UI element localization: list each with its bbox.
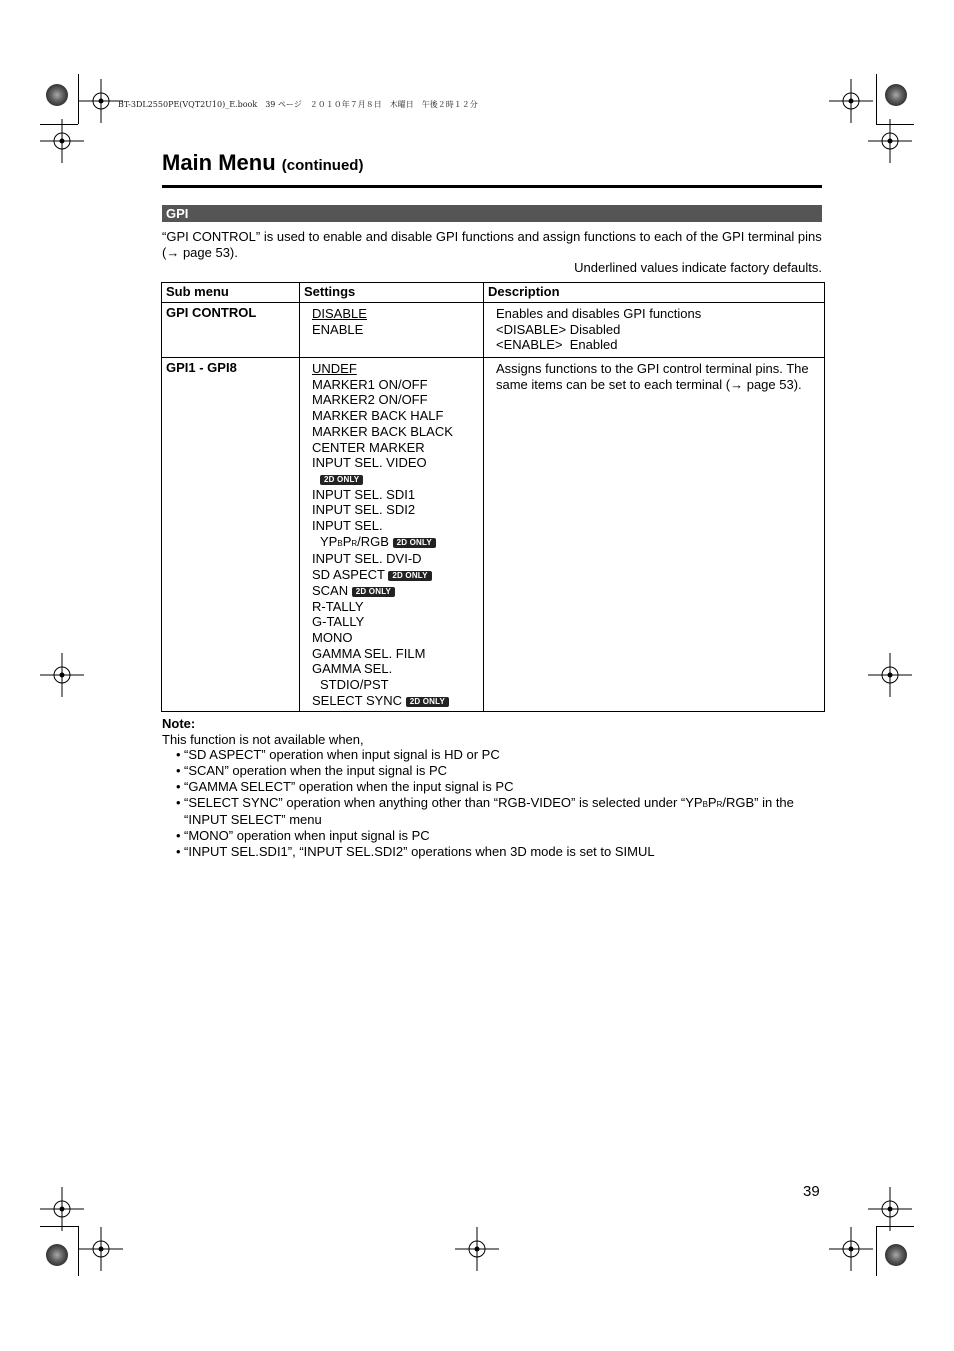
setting-item: MARKER2 ON/OFF — [312, 392, 428, 408]
page-title-continued: (continued) — [281, 157, 364, 174]
setting-item: STDIO/PST — [320, 677, 389, 693]
crosshair-mark-icon — [79, 1227, 123, 1271]
crosshair-mark-icon — [868, 119, 912, 163]
setting-item-with-badge — [312, 693, 471, 709]
trim-line — [40, 1226, 78, 1227]
subscript: B — [702, 799, 708, 809]
trim-line — [78, 1226, 79, 1276]
color-disc-mark-icon — [46, 1244, 68, 1266]
setting-item: GAMMA SEL. FILM — [312, 645, 426, 661]
intro-text: “GPI CONTROL” is used to enable and disable GPI functions and assign functions to each of the GPI terminal pins (→ page 53). — [162, 229, 822, 260]
2d-only-badge: 2D ONLY — [320, 475, 363, 485]
note-item: • “INPUT SEL.SDI1”, “INPUT SEL.SDI2” operations when 3D mode is set to SIMUL — [176, 844, 822, 860]
setting-item: R-TALLY — [312, 598, 364, 614]
table-row — [162, 303, 825, 358]
description-cell: Assigns functions to the GPI control terminal pins. The same items can be set to each terminal (→ page 53). — [484, 358, 825, 712]
2d-only-badge: 2D ONLY — [352, 587, 395, 597]
note-item: • “GAMMA SELECT” operation when the input signal is PC — [176, 779, 822, 795]
crosshair-mark-icon — [40, 1187, 84, 1231]
text-fragment: P — [707, 794, 717, 810]
note-block — [162, 716, 822, 859]
setting-item: MONO — [312, 629, 353, 645]
setting-default: UNDEF — [312, 361, 357, 376]
setting-label: SD ASPECT — [312, 567, 385, 583]
gpi-menu-table — [161, 282, 825, 712]
setting-item: CENTER MARKER — [312, 439, 425, 455]
description-line: <DISABLE> Disabled — [496, 321, 621, 337]
setting-badge-line — [312, 471, 471, 487]
text-fragment: “SELECT SYNC” operation when anything other than “RGB-VIDEO” is selected under “YP — [184, 794, 703, 810]
setting-label: SELECT SYNC — [312, 692, 403, 708]
trim-line — [876, 1226, 914, 1227]
subscript: R — [351, 538, 358, 548]
note-lead: This function is not available when, — [162, 731, 364, 747]
section-heading: GPI — [162, 205, 822, 222]
setting-item: INPUT SEL. — [312, 518, 383, 534]
defaults-note: Underlined values indicate factory defaults. — [574, 260, 822, 275]
note-item: • “MONO” operation when input signal is PC — [176, 828, 822, 844]
trim-line — [40, 124, 78, 125]
table-row — [162, 358, 825, 712]
settings-cell — [300, 358, 484, 712]
note-item: • “SCAN” operation when the input signal is PC — [176, 763, 822, 779]
settings-cell — [300, 303, 484, 358]
setting-item-with-badge — [312, 583, 471, 599]
page-title-main: Main Menu — [162, 150, 276, 175]
setting-item: INPUT SEL. SDI2 — [312, 502, 416, 518]
2d-only-badge: 2D ONLY — [393, 538, 436, 548]
note-item: • “SD ASPECT” operation when input signal is HD or PC — [176, 747, 822, 763]
crosshair-mark-icon — [40, 119, 84, 163]
crosshair-mark-icon — [868, 653, 912, 697]
page-title — [162, 150, 363, 176]
note-item-select-sync — [176, 795, 822, 828]
setting-label: SCAN — [312, 582, 349, 598]
setting-item: ENABLE — [312, 321, 364, 337]
crosshair-mark-icon — [79, 79, 123, 123]
color-disc-mark-icon — [46, 84, 68, 106]
text-fragment: /RGB” in the — [722, 794, 794, 810]
text-fragment: P — [342, 533, 352, 549]
crosshair-mark-icon — [455, 1227, 499, 1271]
setting-item-ypbpr — [312, 534, 471, 552]
subscript: B — [337, 538, 343, 548]
text-fragment: “INPUT SELECT” menu — [184, 812, 322, 828]
2d-only-badge: 2D ONLY — [406, 697, 449, 707]
crosshair-mark-icon — [40, 653, 84, 697]
sub-menu-cell: GPI1 - GPI8 — [162, 358, 300, 712]
description-line: <ENABLE> Enabled — [496, 337, 618, 353]
color-disc-mark-icon — [885, 1244, 907, 1266]
setting-item: GAMMA SEL. — [312, 661, 393, 677]
trim-line — [78, 74, 79, 124]
setting-item: MARKER BACK HALF — [312, 408, 444, 424]
title-rule — [162, 185, 822, 188]
setting-item-with-badge — [312, 567, 471, 583]
setting-item: INPUT SEL. VIDEO — [312, 455, 427, 471]
note-list — [162, 747, 822, 859]
column-header: Description — [484, 283, 825, 303]
note-heading: Note: — [162, 716, 196, 731]
setting-item: MARKER BACK BLACK — [312, 423, 453, 439]
setting-item: G-TALLY — [312, 614, 365, 630]
color-disc-mark-icon — [885, 84, 907, 106]
description-line: Enables and disables GPI functions — [496, 306, 702, 321]
description-cell — [484, 303, 825, 358]
column-header: Sub menu — [162, 283, 300, 303]
table-header-row — [162, 283, 825, 303]
print-header: BT-3DL2550PE(VQT2U10)_E.book 39 ページ ２０１０年７月８日 木曜日 午後２時１２分 — [118, 100, 478, 109]
trim-line — [876, 1226, 877, 1276]
subscript: R — [716, 799, 723, 809]
page-number: 39 — [803, 1183, 820, 1200]
text-fragment: YP — [320, 533, 338, 549]
trim-line — [876, 124, 914, 125]
setting-item: MARKER1 ON/OFF — [312, 376, 428, 392]
column-header: Settings — [300, 283, 484, 303]
2d-only-badge: 2D ONLY — [388, 571, 431, 581]
crosshair-mark-icon — [829, 1227, 873, 1271]
setting-item: INPUT SEL. DVI-D — [312, 551, 422, 567]
setting-default: DISABLE — [312, 306, 367, 321]
setting-item: INPUT SEL. SDI1 — [312, 486, 416, 502]
crosshair-mark-icon — [829, 79, 873, 123]
sub-menu-cell: GPI CONTROL — [162, 303, 300, 358]
crosshair-mark-icon — [868, 1187, 912, 1231]
text-fragment: /RGB — [357, 533, 389, 549]
trim-line — [876, 74, 877, 124]
